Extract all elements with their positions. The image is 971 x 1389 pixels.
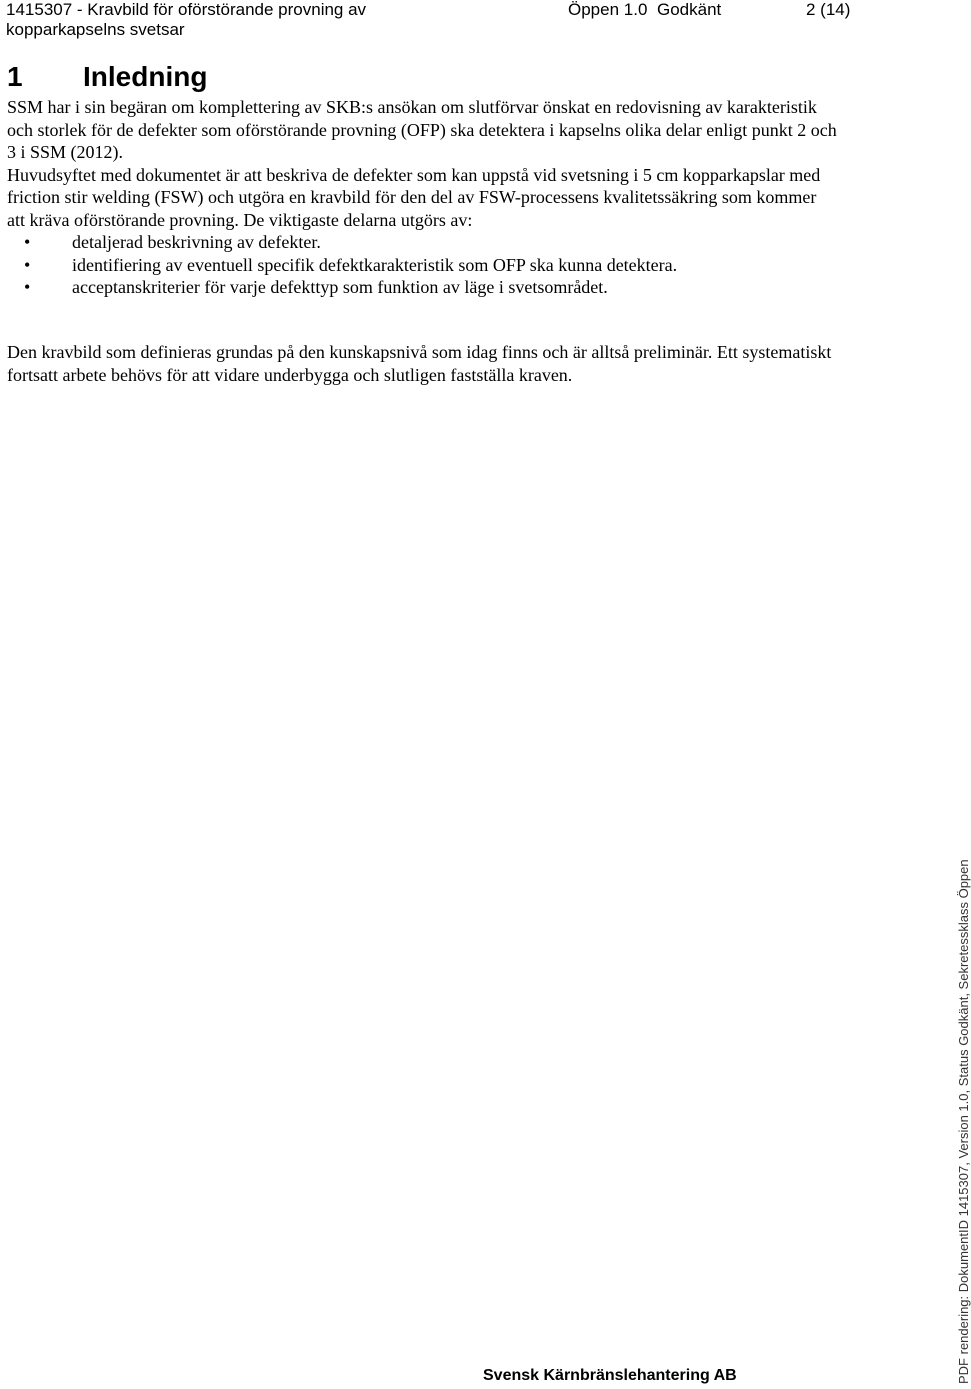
list-item-text: identifiering av eventuell specifik defektkarakteristik som OFP ska kunna detektera. <box>72 254 678 275</box>
document-title-line-2: kopparkapselns svetsar <box>6 20 185 39</box>
section-title: Inledning <box>83 61 208 92</box>
footer-company: Svensk Kärnbränslehantering AB <box>483 1367 737 1384</box>
conclusion-paragraph: Den kravbild som definieras grundas på den kunskapsnivå som idag finns och är alltså preliminär. Ett systematiskt fortsatt arbete behövs för att vidare underbygga och slutligen fastställa kraven. <box>7 342 832 385</box>
conclusion-block <box>7 341 837 386</box>
list-item-text: detaljerad beskrivning av defekter. <box>72 232 321 252</box>
document-status: Godkänt <box>657 0 722 19</box>
list-item <box>7 231 837 254</box>
document-title-line-1: 1415307 - Kravbild för oförstörande provning av <box>6 0 367 19</box>
document-version: Öppen 1.0 <box>568 0 648 19</box>
bullet-icon: • <box>24 254 31 275</box>
section-heading <box>7 60 207 94</box>
body-text <box>7 96 837 299</box>
list-item <box>7 276 837 299</box>
intro-paragraph-2: Huvudsyftet med dokumentet är att beskriva de defekter som kan uppstå vid svetsning i 5 cm kopparkapslar med friction stir welding (FSW) och utgöra en kravbild för den del av FSW-processens kvalitetssäkring som kommer att kräva oförstörande provning. De viktigaste delarna utgörs av: <box>7 164 821 230</box>
bullet-icon: • <box>24 232 31 252</box>
section-number: 1 <box>7 61 23 92</box>
intro-paragraph-1: SSM har i sin begäran om komplettering av SKB:s ansökan om slutförvar önskat en redovisning av karakteristik och storlek för de defekter som oförstörande provning (OFP) ska detektera i kapselns olika delar enligt punkt 2 och 3 i SSM (2012). <box>7 97 837 162</box>
rendering-note: PDF rendering: DokumentID 1415307, Version 1.0, Status Godkänt, Sekretessklass Öppen <box>956 859 971 1384</box>
bullet-icon: • <box>24 277 31 297</box>
bullet-list <box>7 231 837 299</box>
list-item <box>7 254 837 277</box>
list-item-text: acceptanskriterier för varje defekttyp som funktion av läge i svetsområdet. <box>72 277 608 297</box>
page-number: 2 (14) <box>806 0 851 19</box>
